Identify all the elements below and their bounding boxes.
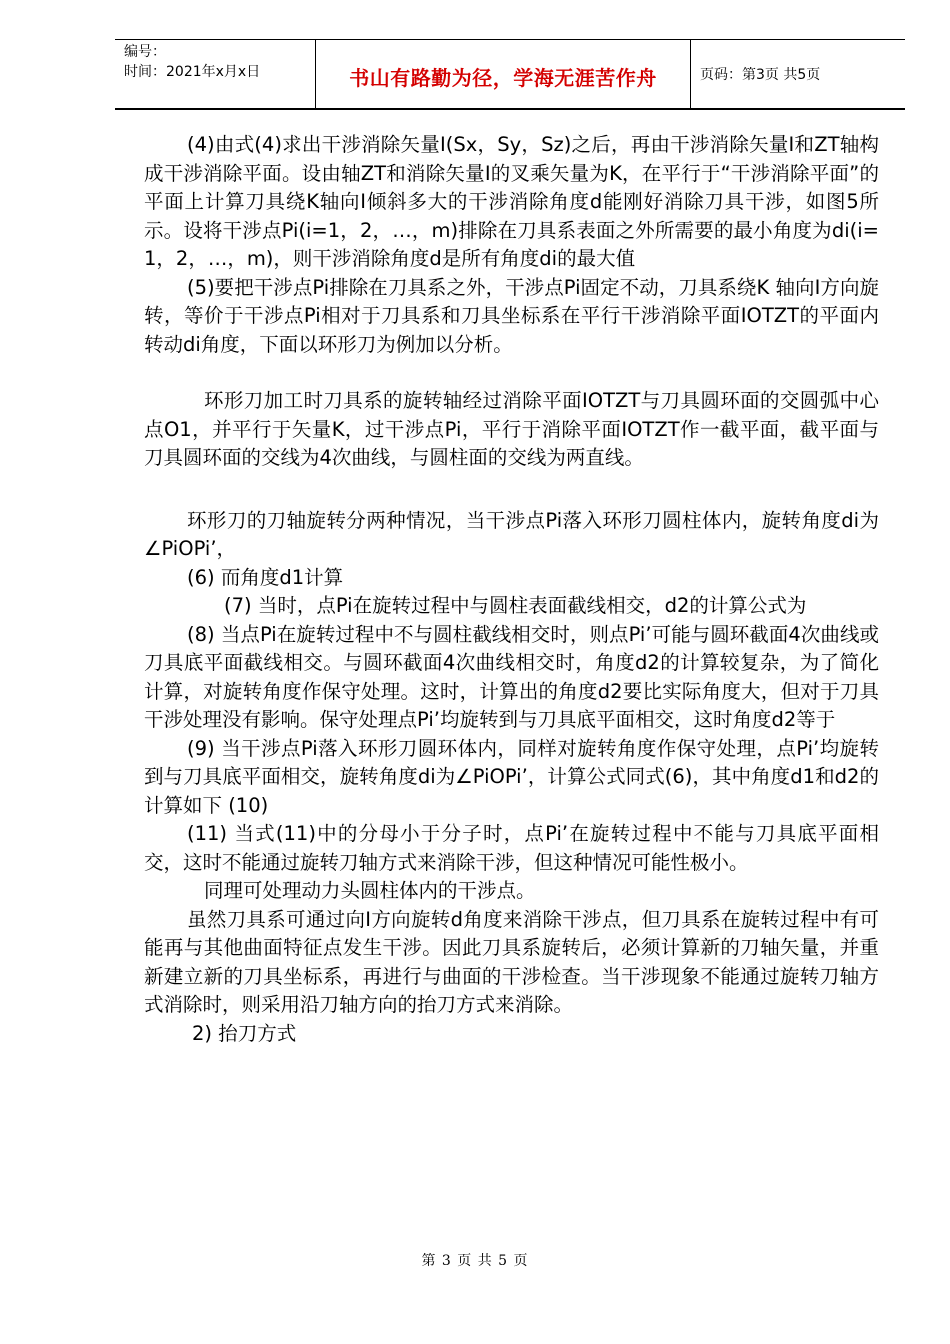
- spacer: [144, 359, 879, 387]
- paragraph-retry-check: 虽然刀具系可通过向I方向旋转d角度来消除干涉点，但刀具系在旋转过程中有可能再与其他曲面特征点发生干涉。因此刀具系旋转后，必须计算新的刀轴矢量，并重新建立新的刀具坐标系，再进行与曲面的干涉检查。当干涉现象不能通过旋转刀轴方式消除时，则采用沿刀轴方向的抬刀方式来消除。: [144, 907, 879, 1016]
- paragraph-7: (7) 当时，点Pi在旋转过程中与圆柱表面截线相交，d2的计算公式为: [224, 594, 807, 617]
- page-footer: 第 3 页 共 5 页: [421, 1253, 529, 1269]
- motto: 书山有路勤为径，学海无涯苦作舟: [349, 66, 657, 90]
- section-heading-lift: 2) 抬刀方式: [192, 1021, 297, 1045]
- paragraph-4: (4)由式(4)求出干涉消除矢量I(Sx，Sy，Sz)之后，再由干涉消除矢量I和ZT轴构成干涉消除平面。设由轴ZT和消除矢量I的叉乘矢量为K，在平行于“干涉消除平面”的平面上计算刀具绕K轴向I倾斜多大的干涉消除角度d能刚好消除刀具干涉，如图5所示。设将干涉点Pi(i=1，2，…，m)排除在刀具系表面之外所需要的最小角度为di(i=1，2，…，m)，则干涉消除角度d是所有角度di的最大值: [144, 133, 879, 270]
- document-body: [144, 131, 879, 1048]
- paragraph-toroidal-cutter: 环形刀加工时刀具系的旋转轴经过消除平面IOTZT与刀具圆环面的交圆弧中心点O1，并平行于矢量K，过干涉点Pi，平行于消除平面IOTZT作一截平面，截平面与刀具圆环面的交线为4次曲线，与圆柱面的交线为两直线。: [144, 389, 879, 469]
- paragraph-spindle: 同理可处理动力头圆柱体内的干涉点。: [204, 879, 536, 902]
- document-header: [115, 39, 905, 110]
- paragraph-8: (8) 当点Pi在旋转过程中不与圆柱截线相交时，则点Pi’可能与圆环截面4次曲线或刀具底平面截线相交。与圆环截面4次曲线相交时，角度d2的计算较复杂，为了简化计算，对旋转角度作保守处理。这时，计算出的角度d2要比实际角度大，但对于刀具干涉处理没有影响。保守处理点Pi’均旋转到与刀具底平面相交，这时角度d2等于: [144, 622, 879, 731]
- paragraph-5: (5)要把干涉点Pi排除在刀具系之外，干涉点Pi固定不动，刀具系绕K 轴向I方向旋转，等价于干涉点Pi相对于刀具系和刀具坐标系在平行干涉消除平面IOTZT的平面内转动di角度，下面以环形刀为例加以分析。: [144, 275, 879, 356]
- spacer: [144, 473, 879, 507]
- header-page-cell: [690, 40, 905, 108]
- time-label: 时间：2021年x月x日: [124, 64, 261, 80]
- paragraph-rotation-cases: 环形刀的刀轴旋转分两种情况，当干涉点Pi落入环形刀圆柱体内，旋转角度di为∠PiOPi’，: [144, 508, 879, 560]
- header-motto-cell: [315, 40, 691, 108]
- page-info: 页码：第3页 共5页: [700, 67, 821, 83]
- paragraph-11: (11) 当式(11)中的分母小于分子时，点Pi’在旋转过程中不能与刀具底平面相交，这时不能通过旋转刀轴方式来消除干涉，但这种情况可能性极小。: [144, 822, 879, 874]
- number-label: 编号：: [124, 44, 166, 60]
- header-meta-cell: [115, 40, 315, 108]
- paragraph-6: (6) 而角度d1计算: [187, 565, 344, 589]
- paragraph-9: (9) 当干涉点Pi落入环形刀圆环体内，同样对旋转角度作保守处理，点Pi’均旋转到与刀具底平面相交，旋转角度di为∠PiOPi’，计算公式同式(6)，其中角度d1和d2的计算如下 (10): [144, 736, 879, 817]
